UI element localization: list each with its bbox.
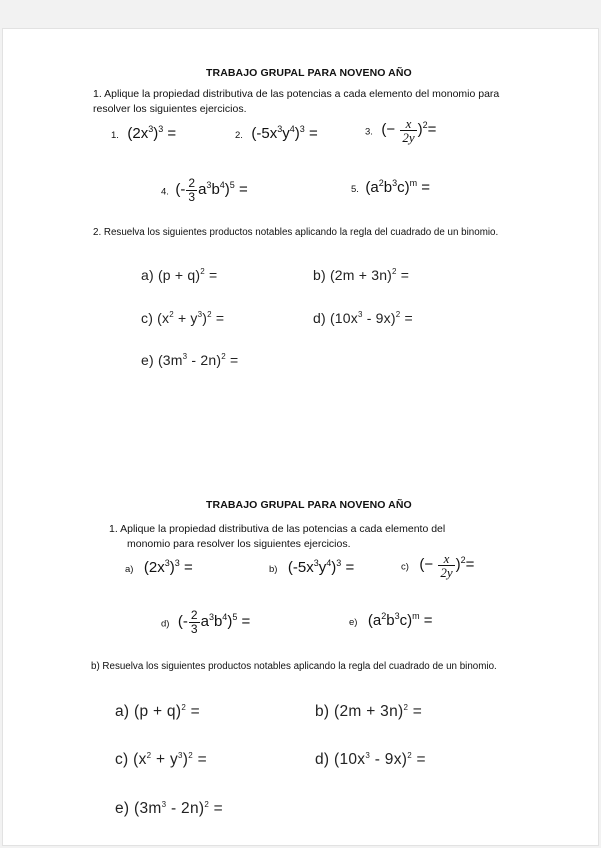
worksheet-page [2, 28, 599, 846]
sheet1-instruction-2: 2. Resuelva los siguientes productos notables aplicando la regla del cuadrado de un binomio. [93, 227, 499, 238]
sheet2-instruction-1-line1: 1. Aplique la propiedad distributiva de las potencias a cada elemento del [109, 523, 446, 535]
sheet1-title: TRABAJO GRUPAL PARA NOVENO AÑO [206, 67, 412, 79]
sheet1-exercise-5: 5. $(a^2b^3c)^m$ = [351, 178, 431, 196]
sheet2-exercise-c: c) (− $\frac{x}{2y}$ )$^2$= [401, 551, 475, 580]
sheet2-exercise-d: d) (- $\frac{2}{3}$ $a^3b^4)^5$ = [161, 608, 251, 636]
sheet1-binomial-d: d) $(10x^3 - 9x)^2$ = [313, 310, 413, 326]
sheet1-exercise-2: 2. $(-5x^3y^4)^3$ = [235, 124, 318, 142]
sheet1-binomial-a: a) $(p + q)^2$ = [141, 267, 218, 283]
sheet1-binomial-c: c) $(x^2 + y^3)^2$ = [141, 310, 225, 326]
sheet2-exercise-e: e) $(a^2b^3c)^m$ = [349, 611, 433, 629]
sheet2-instruction-2: b) Resuelva los siguientes productos notables aplicando la regla del cuadrado de un binomio. [91, 661, 497, 672]
sheet2-instruction-1-line2: monomio para resolver los siguientes ejercicios. [127, 538, 351, 550]
sheet2-binomial-b: b) $(2m + 3n)^2$ = [315, 703, 423, 720]
sheet2-binomial-e: e) $(3m^3 - 2n)^2$ = [115, 800, 224, 817]
sheet2-binomial-a: a) $(p + q)^2$ = [115, 703, 201, 720]
sheet2-exercise-a: a) $(2x^3)^3$ = [125, 558, 193, 576]
sheet1-exercise-3: 3. (− $\frac{x}{2y}$ )$^2$= [365, 116, 437, 145]
sheet2-binomial-d: d) $(10x^3 - 9x)^2$ = [315, 751, 426, 768]
sheet1-exercise-1: 1. $(2x^3)^3$ = [111, 124, 177, 142]
sheet1-binomial-b: b) $(2m + 3n)^2$ = [313, 267, 410, 283]
sheet1-exercise-4: 4. (- $\frac{2}{3}$ $a^3b^4)^5$ = [161, 176, 248, 204]
sheet2-binomial-c: c) $(x^2 + y^3)^2$ = [115, 751, 207, 768]
sheet2-title: TRABAJO GRUPAL PARA NOVENO AÑO [206, 499, 412, 511]
sheet2-exercise-b: b) $(-5x^3y^4)^3$ = [269, 558, 355, 576]
sheet1-instruction-1: 1. Aplique la propiedad distributiva de las potencias a cada elemento del monomio para resolver los siguientes ejercicios. [93, 88, 500, 115]
sheet1-binomial-e: e) $(3m^3 - 2n)^2$ = [141, 352, 239, 368]
